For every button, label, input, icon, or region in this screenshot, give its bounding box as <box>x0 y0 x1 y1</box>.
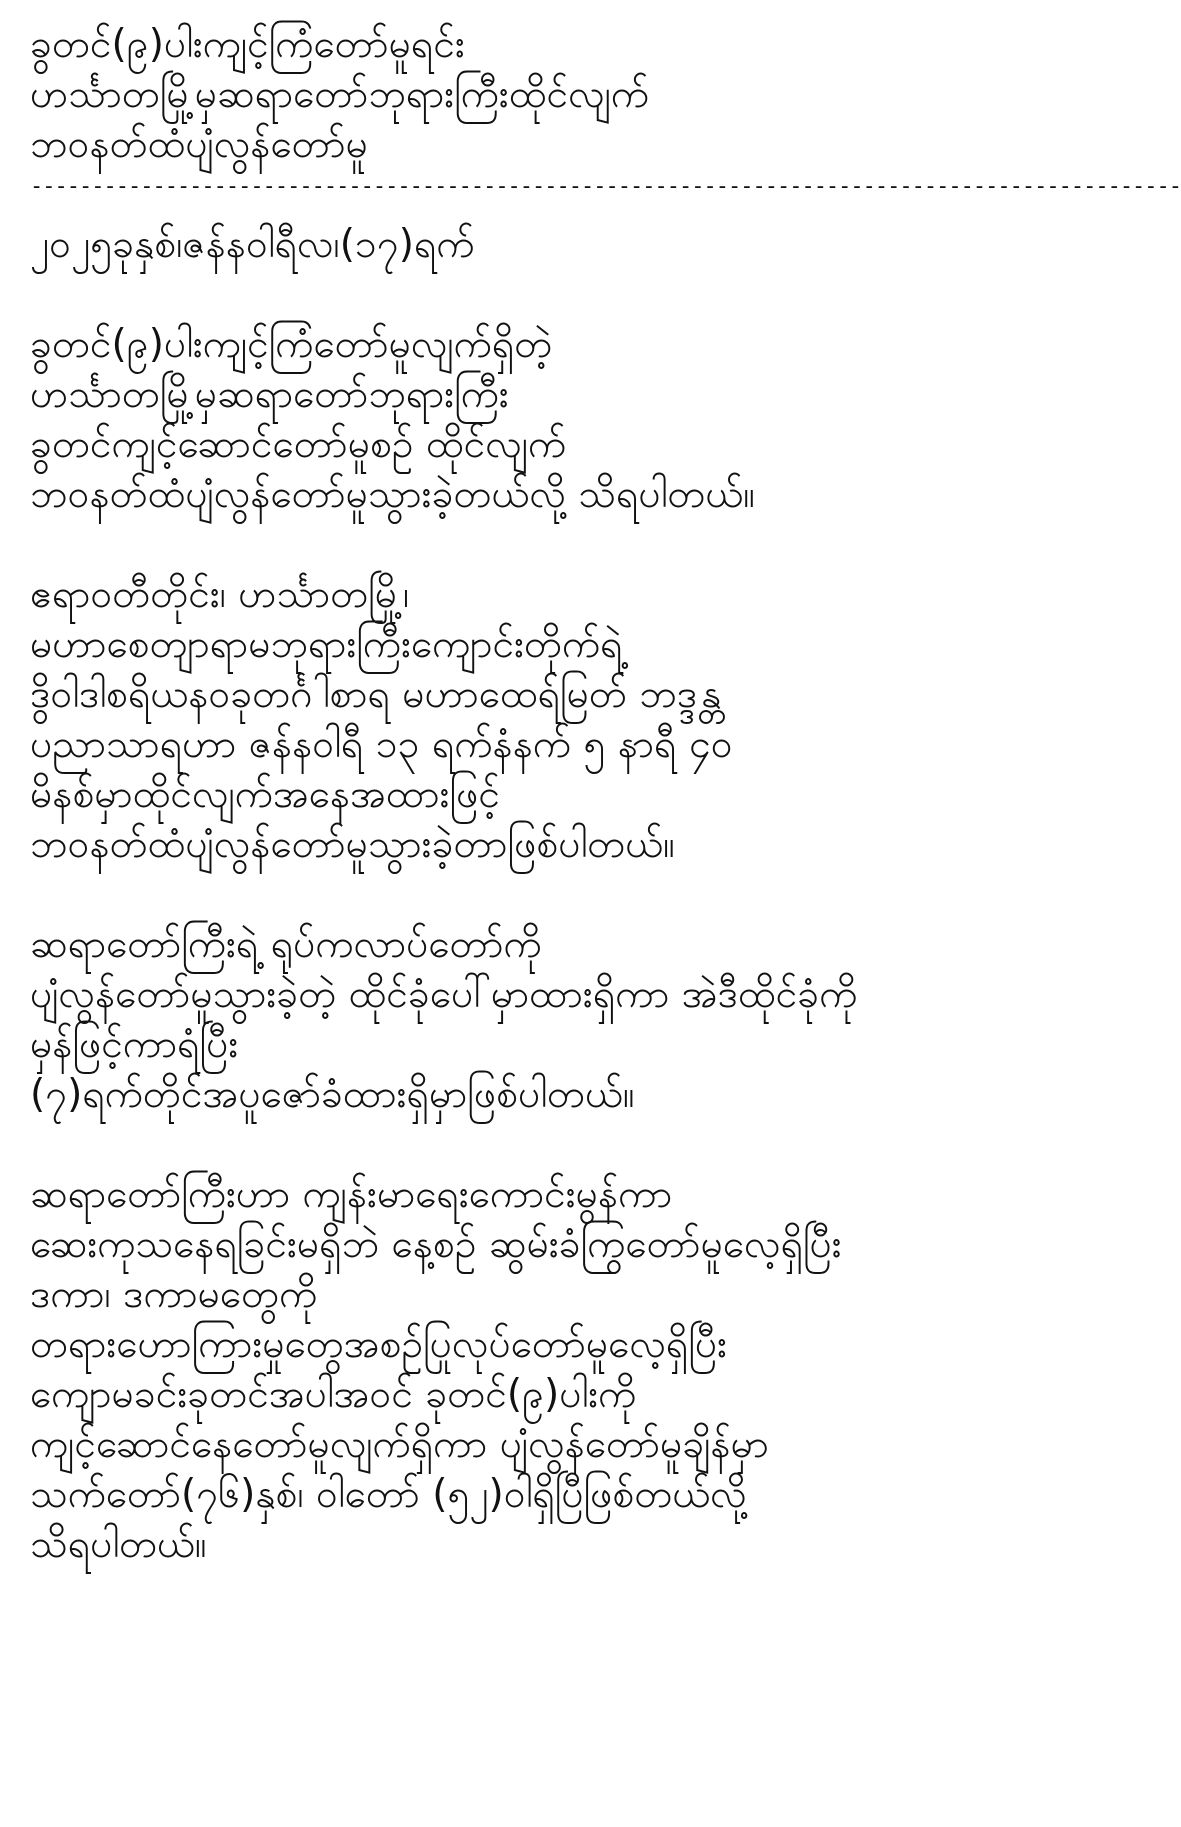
paragraph-line: ဧရာဝတီတိုင်း၊ ဟင်္သာတမြို့၊ <box>30 572 410 617</box>
paragraph-gap <box>30 870 1060 920</box>
paragraph-line: ဆရာတော်ကြီးဟာ ကျန်းမာရေးကောင်းမွန်ကာ <box>30 1172 673 1217</box>
paragraph-line: သိရပါတယ်။ <box>30 1522 207 1567</box>
paragraph-line: မဟာစေတျာရာမဘုရားကြီးကျောင်းတိုက်ရဲ့ <box>30 622 623 667</box>
divider: ---------------------------------------------------------------------------------------------- <box>30 174 1181 199</box>
paragraph-line: ခွတင်ကျင့်ဆောင်တော်မူစဉ် ထိုင်လျက် <box>30 422 567 467</box>
paragraph-line: ပျံလွန်တော်မူသွားခဲ့တဲ့ ထိုင်ခုံပေါ်မှာထားရှိကာ အဲဒီထိုင်ခုံကို <box>30 972 858 1017</box>
paragraph-line: တရားဟောကြားမှုတွေအစဉ်ပြုလုပ်တော်မူလေ့ရှိပြီး <box>30 1322 728 1367</box>
paragraph <box>30 570 1060 870</box>
paragraph-line: ဒကာ၊ ဒကာမတွေကို <box>30 1272 318 1317</box>
paragraph-line: ဒွိဝါဒါစရိယနဝခုတင်္ဂါစာရ မဟာထေရ်မြတ် ဘဒ္ဒန္တ <box>30 672 722 717</box>
paragraph-line: ဆရာတော်ကြီးရဲ့ ရုပ်ကလာပ်တော်ကို <box>30 922 542 967</box>
headline-line: ခွတင်(၉)ပါးကျင့်ကြံတော်မူရင်း <box>30 22 465 67</box>
headline-line: ဟင်္သာတမြို့မှဆရာတော်ဘုရားကြီးထိုင်လျက် <box>30 72 650 117</box>
paragraph-gap <box>30 270 1060 320</box>
paragraph-line: မှန်ဖြင့်ကာရံပြီး <box>30 1022 239 1067</box>
paragraph-line: သက်တော်(၇၆)နှစ်၊ ဝါတော် (၅၂)ဝါရှိပြီဖြစ်တယ်လို့ <box>30 1472 747 1517</box>
paragraph <box>30 320 1060 520</box>
paragraph-gap <box>30 520 1060 570</box>
date-line: ၂၀၂၅ခုနှစ်၊ဇန်နဝါရီလ၊(၁၇)ရက် <box>30 222 475 267</box>
paragraph-gap <box>30 1120 1060 1170</box>
paragraph-line: ကျင့်ဆောင်နေတော်မူလျက်ရှိကာ ပျံလွန်တော်မူချိန်မှာ <box>30 1422 769 1467</box>
paragraph-line: ဘဝနတ်ထံပျံလွန်တော်မူသွားခဲ့တယ်လို့ သိရပါတယ်။ <box>30 472 756 517</box>
headline-line: ဘဝနတ်ထံပျံလွန်တော်မူ <box>30 122 368 167</box>
paragraph-line: ဆေးကုသနေရခြင်းမရှိဘဲ နေ့စဉ် ဆွမ်းခံကြွတော်မူလေ့ရှိပြီး <box>30 1222 842 1267</box>
paragraph <box>30 920 1060 1120</box>
paragraph <box>30 1170 1060 1570</box>
paragraph-line: ဟင်္သာတမြို့မှဆရာတော်ဘုရားကြီး <box>30 372 509 417</box>
paragraph-line: ပညာသာရဟာ ဇန်နဝါရီ ၁၃ ရက်နံနက် ၅ နာရီ ၄၀ <box>30 722 733 767</box>
paragraph-line: ကျောမခင်းခုတင်အပါအဝင် ခုတင်(၉)ပါးကို <box>30 1372 637 1417</box>
headline <box>30 20 1060 170</box>
paragraph-line: မိနစ်မှာထိုင်လျက်အနေအထားဖြင့် <box>30 772 501 817</box>
paragraph-line: ခွတင်(၉)ပါးကျင့်ကြံတော်မူလျက်ရှိတဲ့ <box>30 322 553 367</box>
paragraph-line: (၇)ရက်တိုင်အပူဇော်ခံထားရှိမှာဖြစ်ပါတယ်။ <box>30 1072 635 1117</box>
article <box>30 20 1181 1570</box>
paragraph-line: ဘဝနတ်ထံပျံလွန်တော်မူသွားခဲ့တာဖြစ်ပါတယ်။ <box>30 822 675 867</box>
